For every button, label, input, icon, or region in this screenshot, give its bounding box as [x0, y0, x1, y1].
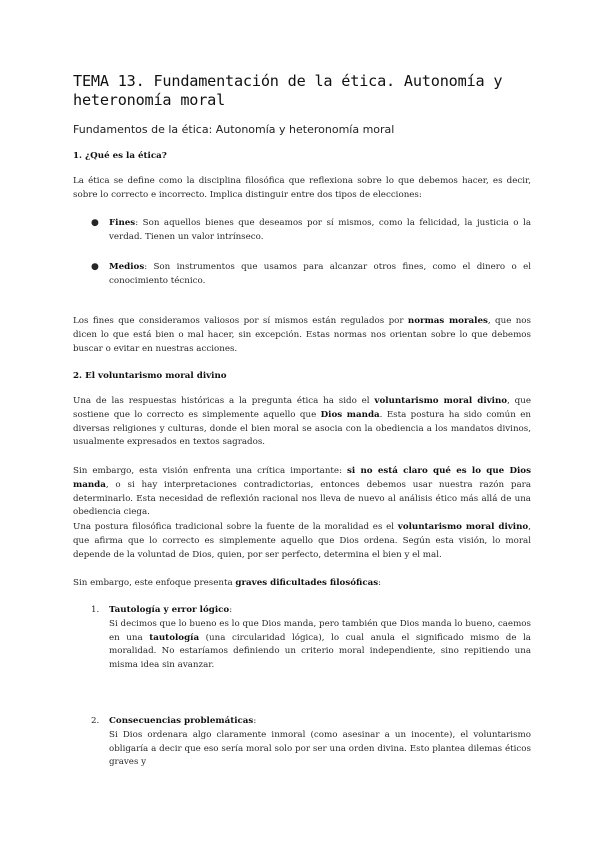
bullet-icon: ● [91, 218, 99, 228]
bullet-text: : Son aquellos bienes que deseamos por sí mismos, como la felicidad, la justicia o la verdad. Tienen un valor intrínseco. [109, 218, 531, 242]
list-item-tautologia: Tautología y error lógico: Si decimos que lo bueno es lo que Dios manda, pero también que Dios manda lo bueno, caemos en una tautología (una circularidad lógica), lo cual anula el significado mismo de la moralidad. No estaríamos definiendo un criterio moral independiente, sino repitiendo una misma idea sin avanzar. [109, 605, 531, 671]
section-2-paragraph-4: Sin embargo, este enfoque presenta graves dificultades filosóficas: [73, 578, 382, 588]
page-title: TEMA 13. Fundamentación de la ética. Autonomía y heteronomía moral [73, 72, 503, 109]
list-number: 2. [91, 716, 100, 726]
bullet-term: Fines [109, 218, 136, 228]
section-2-heading: 2. El voluntarismo moral divino [73, 371, 227, 381]
section-1-intro: La ética se define como la disciplina filosófica que reflexiona sobre lo que debemos hacer, es decir, sobre lo correcto e incorrecto. Implica distinguir entre dos tipos de elecciones: [73, 176, 531, 200]
bullet-icon: ● [91, 262, 99, 272]
section-2-paragraph-2: Sin embargo, esta visión enfrenta una crítica importante: si no está claro qué es lo que Dios manda, o si hay interpretaciones contradictorias, entonces debemos usar nuestra razón para determinarlo. Esta necesidad de reflexión racional nos lleva de nuevo al análisis ético más allá de una obediencia ciega. [73, 466, 531, 518]
section-1-heading: 1. ¿Qué es la ética? [73, 151, 167, 161]
bullet-term: Medios [109, 262, 145, 272]
list-item-title: Tautología y error lógico [109, 605, 230, 615]
section-2-paragraph-3: Una postura filosófica tradicional sobre la fuente de la moralidad es el voluntarismo moral divino, que afirma que lo correcto es simplemente aquello que Dios ordena. Según esta visión, lo moral depende de la voluntad de Dios, quien, por ser perfecto, determina el bien y el mal. [73, 522, 531, 560]
list-item-consecuencias: Consecuencias problemáticas: Si Dios ordenara algo claramente inmoral (como asesinar a un inocente), el voluntarismo obligaría a decir que eso sería moral solo por ser una orden divina. Esto plantea dilemas éticos graves y [109, 716, 531, 768]
bullet-text: : Son instrumentos que usamos para alcanzar otros fines, como el dinero o el conocimiento técnico. [109, 262, 531, 286]
bullet-fines [109, 217, 531, 245]
bullet-medios [109, 261, 531, 289]
section-1-paragraph: Los fines que consideramos valiosos por sí mismos están regulados por normas morales, que nos dicen lo que está bien o mal hacer, sin excepción. Estas normas nos orientan sobre lo que debemos buscar o evitar en nuestras acciones. [73, 316, 531, 354]
list-item-title: Consecuencias problemáticas [109, 716, 254, 726]
section-2-paragraph-1: Una de las respuestas históricas a la pregunta ética ha sido el voluntarismo moral divino, que sostiene que lo correcto es simplemente aquello que Dios manda. Esta postura ha sido común en diversas religiones y culturas, donde el bien moral se asocia con la obediencia a los mandatos divinos, usualmente expresados en textos sagrados. [73, 396, 531, 448]
page-subtitle: Fundamentos de la ética: Autonomía y heteronomía moral [73, 123, 395, 136]
list-number: 1. [91, 605, 100, 615]
